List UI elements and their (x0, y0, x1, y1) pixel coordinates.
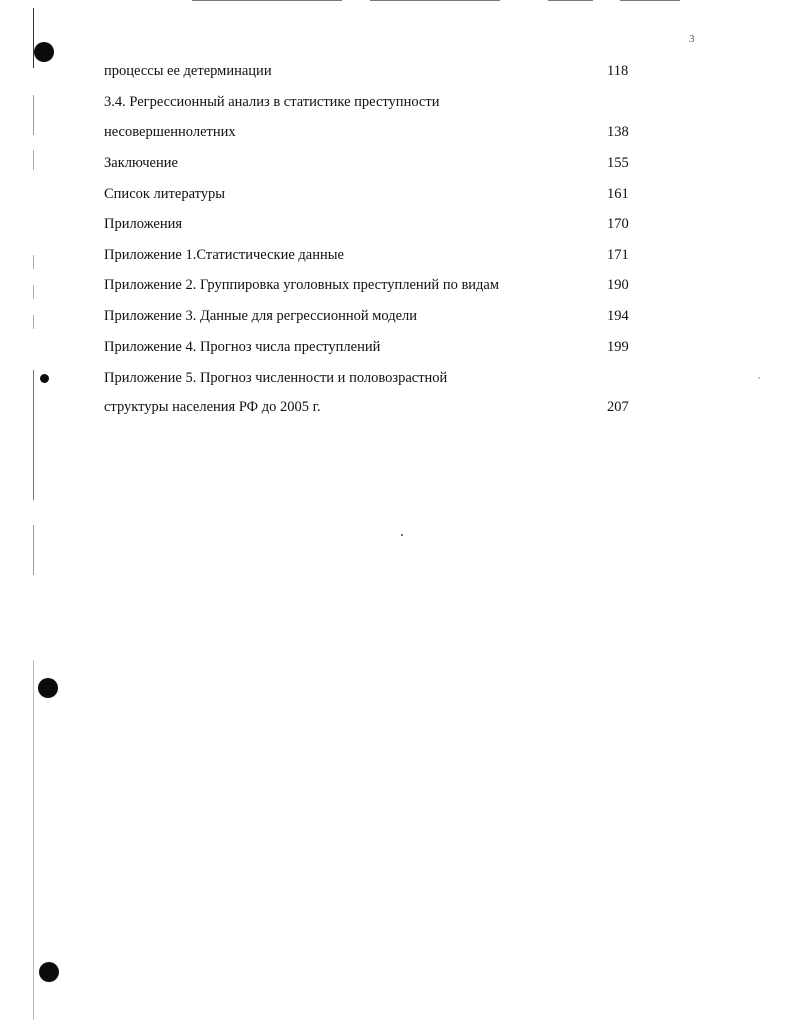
toc-entry-page: 207 (607, 399, 629, 415)
toc-entry-page: 161 (607, 186, 629, 202)
toc-entry-title: несовершеннолетних (104, 124, 236, 140)
page-number: 3 (689, 33, 695, 45)
toc-entry-title: Приложения (104, 216, 183, 232)
toc-entry-title: Приложение 1.Статистические данные (104, 247, 344, 263)
toc-entry-page: 155 (607, 155, 629, 171)
toc-entry-page: 170 (607, 216, 629, 232)
toc-entry-page: 199 (607, 339, 629, 355)
toc-entry-title: 3.4. Регрессионный анализ в статистике преступности (104, 94, 440, 110)
toc-entry-title: процессы ее детерминации (104, 63, 272, 79)
toc-entry-page: 194 (607, 308, 629, 324)
toc-entry-title: Список литературы (104, 186, 226, 202)
toc-entry-page: 138 (607, 124, 629, 140)
toc-entry-page: 190 (607, 277, 629, 293)
toc-entry-title: структуры населения РФ до 2005 г. (104, 399, 321, 415)
toc-entry-title: Приложение 3. Данные для регрессионной модели (104, 308, 418, 324)
toc-entry-title: Приложение 5. Прогноз численности и половозрастной (104, 370, 448, 386)
toc-entry-page: 118 (607, 63, 629, 79)
toc-entry-page: 171 (607, 247, 629, 263)
toc-entry-title: Приложение 4. Прогноз числа преступлений (104, 339, 381, 355)
toc-entry-title: Заключение (104, 155, 178, 171)
toc-entry-title: Приложение 2. Группировка уголовных преступлений по видам (104, 277, 500, 293)
